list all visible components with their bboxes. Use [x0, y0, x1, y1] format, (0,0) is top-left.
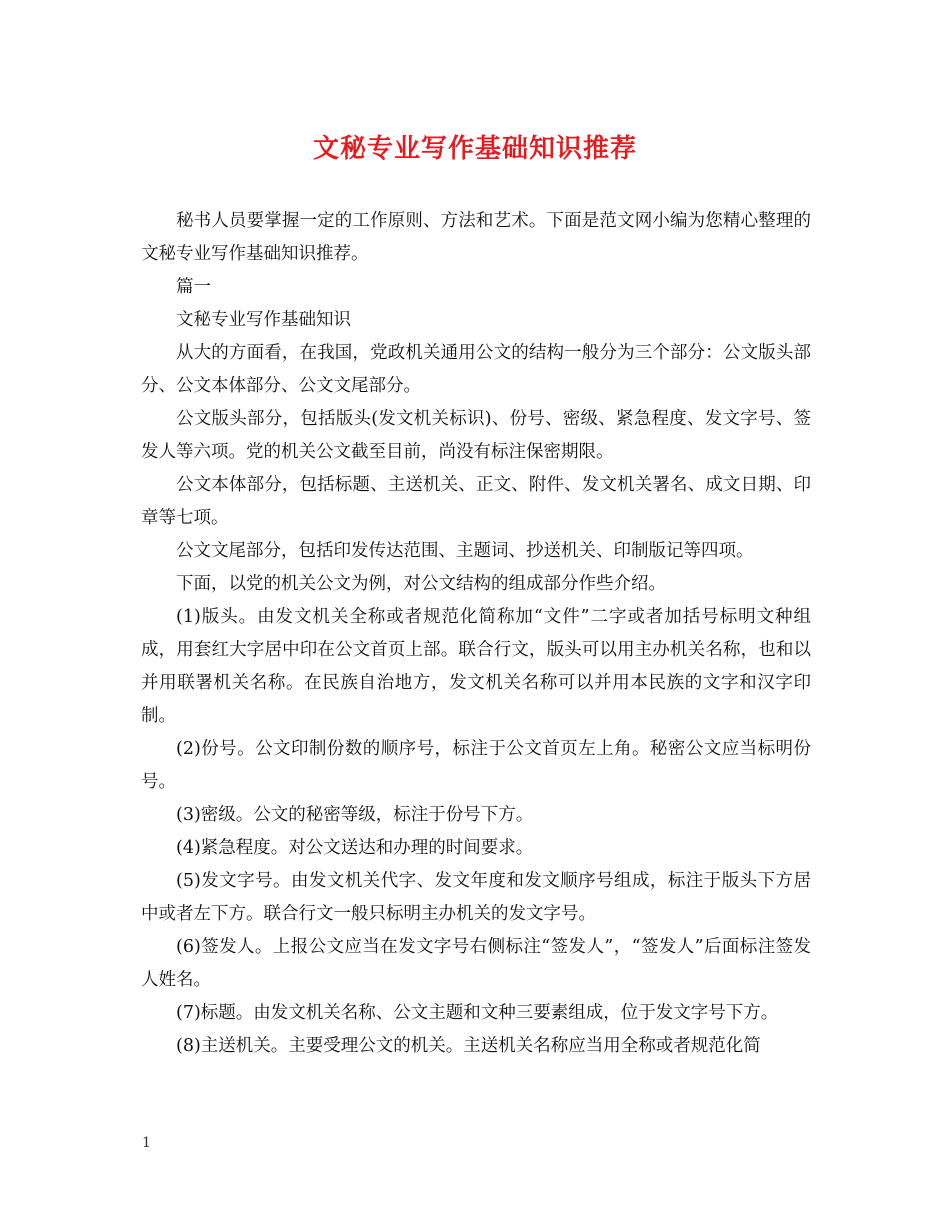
paragraph: 从大的方面看，在我国，党政机关通用公文的结构一般分为三个部分：公文版头部分、公文本体部分、公文文尾部分。	[141, 343, 811, 396]
paragraph: 秘书人员要掌握一定的工作原则、方法和艺术。下面是范文网小编为您精心整理的文秘专业写作基础知识推荐。	[141, 211, 811, 264]
document-title: 文秘专业写作基础知识推荐	[312, 134, 637, 164]
paragraph: 文秘专业写作基础知识	[176, 310, 351, 330]
page-number: 1	[142, 1135, 151, 1151]
paragraph: (7)标题。由发文机关名称、公文主题和文种三要素组成，位于发文字号下方。	[176, 1003, 779, 1023]
paragraph: (5)发文字号。由发文机关代字、发文年度和发文顺序号组成，标注于版头下方居中或者左下方。联合行文一般只标明主办机关的发文字号。	[141, 871, 811, 924]
paragraph: 公文文尾部分，包括印发传达范围、主题词、抄送机关、印制版记等四项。	[176, 541, 754, 561]
paragraph: 篇一	[176, 277, 211, 297]
paragraph: (6)签发人。上报公文应当在发文字号右侧标注“签发人”，“签发人”后面标注签发人姓名。	[141, 937, 811, 990]
paragraph: 公文版头部分，包括版头(发文机关标识)、份号、密级、紧急程度、发文字号、签发人等六项。党的机关公文截至目前，尚没有标注保密期限。	[141, 409, 811, 462]
paragraph: (3)密级。公文的秘密等级，标注于份号下方。	[176, 805, 534, 825]
paragraph: (2)份号。公文印制份数的顺序号，标注于公文首页左上角。秘密公文应当标明份号。	[141, 739, 811, 792]
document-body	[141, 205, 811, 1063]
paragraph: 公文本体部分，包括标题、主送机关、正文、附件、发文机关署名、成文日期、印章等七项。	[141, 475, 811, 528]
paragraph: (4)紧急程度。对公文送达和办理的时间要求。	[176, 838, 534, 858]
paragraph: (1)版头。由发文机关全称或者规范化简称加“文件”二字或者加括号标明文种组成，用套红大字居中印在公文首页上部。联合行文，版头可以用主办机关名称，也和以并用联署机关名称。在民族自治地方，发文机关名称可以并用本民族的文字和汉字印制。	[141, 607, 811, 726]
paragraph: 下面，以党的机关公文为例，对公文结构的组成部分作些介绍。	[176, 574, 666, 594]
paragraph: (8)主送机关。主要受理公文的机关。主送机关名称应当用全称或者规范化简	[176, 1036, 761, 1056]
